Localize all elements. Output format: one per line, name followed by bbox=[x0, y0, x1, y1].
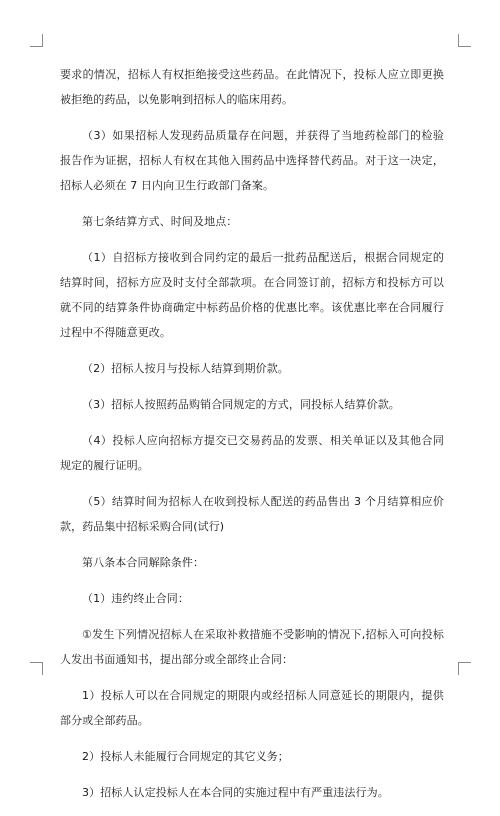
paragraph-10: （1）违约终止合同： bbox=[82, 592, 189, 605]
crop-mark-bottom-left bbox=[30, 662, 43, 675]
paragraph-2: （3）如果招标人发现药品质量存在问题，并获得了当地药检部门的检验报告作为证据，招标人有权在其他入围药品中选择替代药品。对于这一决定，招标人必须在 7 日内向卫生行政部门备案。 bbox=[60, 129, 444, 192]
paragraph-4: （1）自招标方接收到合同约定的最后一批药品配送后，根据合同规定的结算时间，招标方应及时支付全部款项。在合同签订前，招标方和投标方可以就不同的结算条件协商确定中标药品价格的优惠比率。该优惠比率在合同履行过程中不得随意更改。 bbox=[60, 251, 444, 339]
crop-mark-top-left bbox=[30, 34, 43, 47]
crop-mark-bottom-right bbox=[458, 662, 471, 675]
section-heading-article-7: 第七条结算方式、时间及地点： bbox=[82, 215, 238, 228]
paragraph-6: （3）招标人按照药品购销合同规定的方式，同投标人结算价款。 bbox=[82, 398, 400, 411]
section-heading-article-8: 第八条本合同解除条件： bbox=[82, 556, 205, 569]
paragraph-14: 3）招标人认定投标人在本合同的实施过程中有严重违法行为。 bbox=[82, 786, 389, 799]
crop-mark-top-right bbox=[458, 34, 471, 47]
paragraph-1: 要求的情况，招标人有权拒绝接受这些药品。在此情况下，投标人应立即更换被拒绝的药品，以免影响到招标人的临床用药。 bbox=[60, 68, 444, 106]
paragraph-8: （5）结算时间为招标人在收到投标人配送的药品售出 3 个月结算相应价款，药品集中招标采购合同(试行) bbox=[60, 495, 444, 533]
paragraph-5: （2）招标人按月与投标人结算到期价款。 bbox=[82, 362, 289, 375]
document-body bbox=[60, 62, 444, 816]
paragraph-13: 2）投标人未能履行合同规定的其它义务； bbox=[82, 750, 289, 763]
paragraph-7: （4）投标人应向招标方提交已交易药品的发票、相关单证以及其他合同规定的履行证明。 bbox=[60, 434, 444, 472]
paragraph-11: ①发生下列情况招标人在采取补救措施不受影响的情况下,招标入可向投标人发出书面通知书，提出部分或全部终止合同： bbox=[60, 628, 444, 666]
paragraph-12: 1）投标人可以在合同规定的期限内或经招标人同意延长的期限内，提供部分或全部药品。 bbox=[60, 689, 444, 727]
